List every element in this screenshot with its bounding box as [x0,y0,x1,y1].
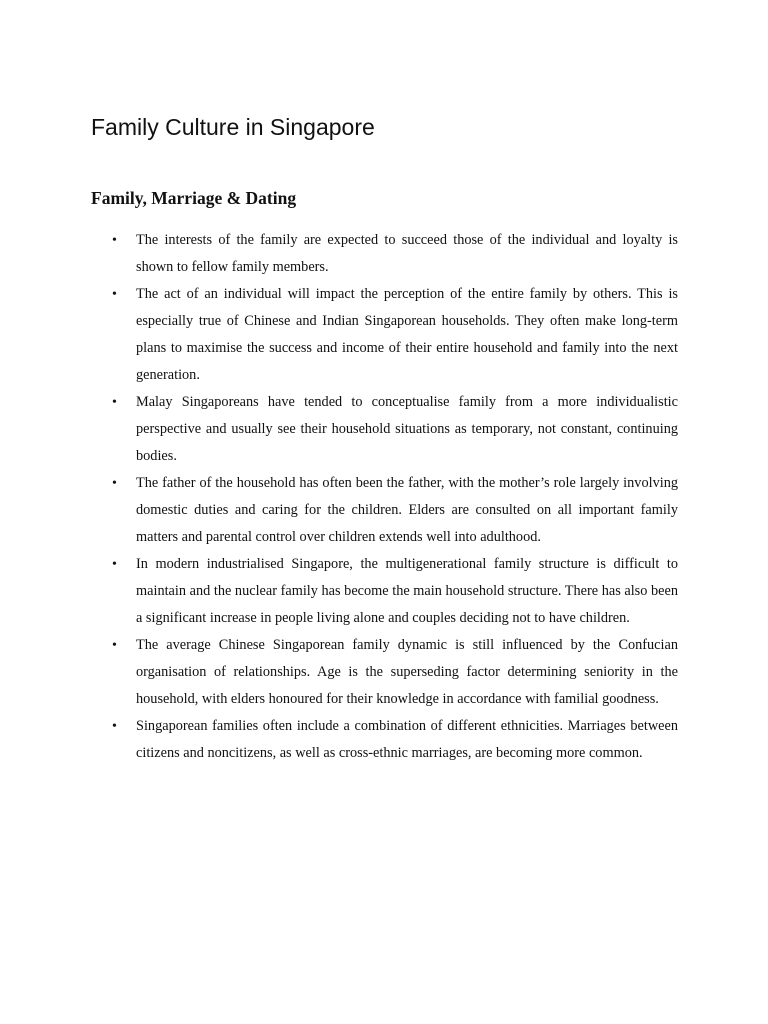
bullet-list [0,227,768,767]
list-item-text: The interests of the family are expected to succeed those of the individual and loyalty is shown to fellow family members. [136,232,678,275]
list-item [112,551,678,632]
list-item-text: In modern industrialised Singapore, the multigenerational family structure is difficult to maintain and the nuclear family has become the main household structure. There has also been a significant increase in people living alone and couples deciding not to have children. [136,556,678,626]
bullet-icon: • [112,233,117,248]
bullet-icon: • [112,287,117,302]
list-item-text: The act of an individual will impact the perception of the entire family by others. This is especially true of Chinese and Indian Singaporean households. They often make long-term plans to maximise the success and income of their entire household and family into the next generation. [136,286,678,383]
bullet-icon: • [112,476,117,491]
bullet-icon: • [112,395,117,410]
list-item [112,632,678,713]
bullet-icon: • [112,719,117,734]
section-heading: Family, Marriage & Dating [91,188,297,208]
list-item [112,713,678,767]
list-item [112,470,678,551]
list-item-text: Malay Singaporeans have tended to conceptualise family from a more individualistic perspective and usually see their household situations as temporary, not constant, continuing bodies. [136,394,678,464]
list-item [112,389,678,470]
bullet-icon: • [112,638,117,653]
list-item-text: Singaporean families often include a combination of different ethnicities. Marriages between citizens and noncitizens, as well as cross-ethnic marriages, are becoming more common. [136,718,678,761]
list-item-text: The average Chinese Singaporean family dynamic is still influenced by the Confucian organisation of relationships. Age is the superseding factor determining seniority in the household, with elders honoured for their knowledge in accordance with familial goodness. [136,637,678,707]
list-item-text: The father of the household has often been the father, with the mother’s role largely involving domestic duties and caring for the children. Elders are consulted on all important family matters and parental control over children extends well into adulthood. [136,475,678,545]
list-item [112,227,678,281]
bullet-icon: • [112,557,117,572]
page-title: Family Culture in Singapore [91,114,375,140]
list-item [112,281,678,389]
